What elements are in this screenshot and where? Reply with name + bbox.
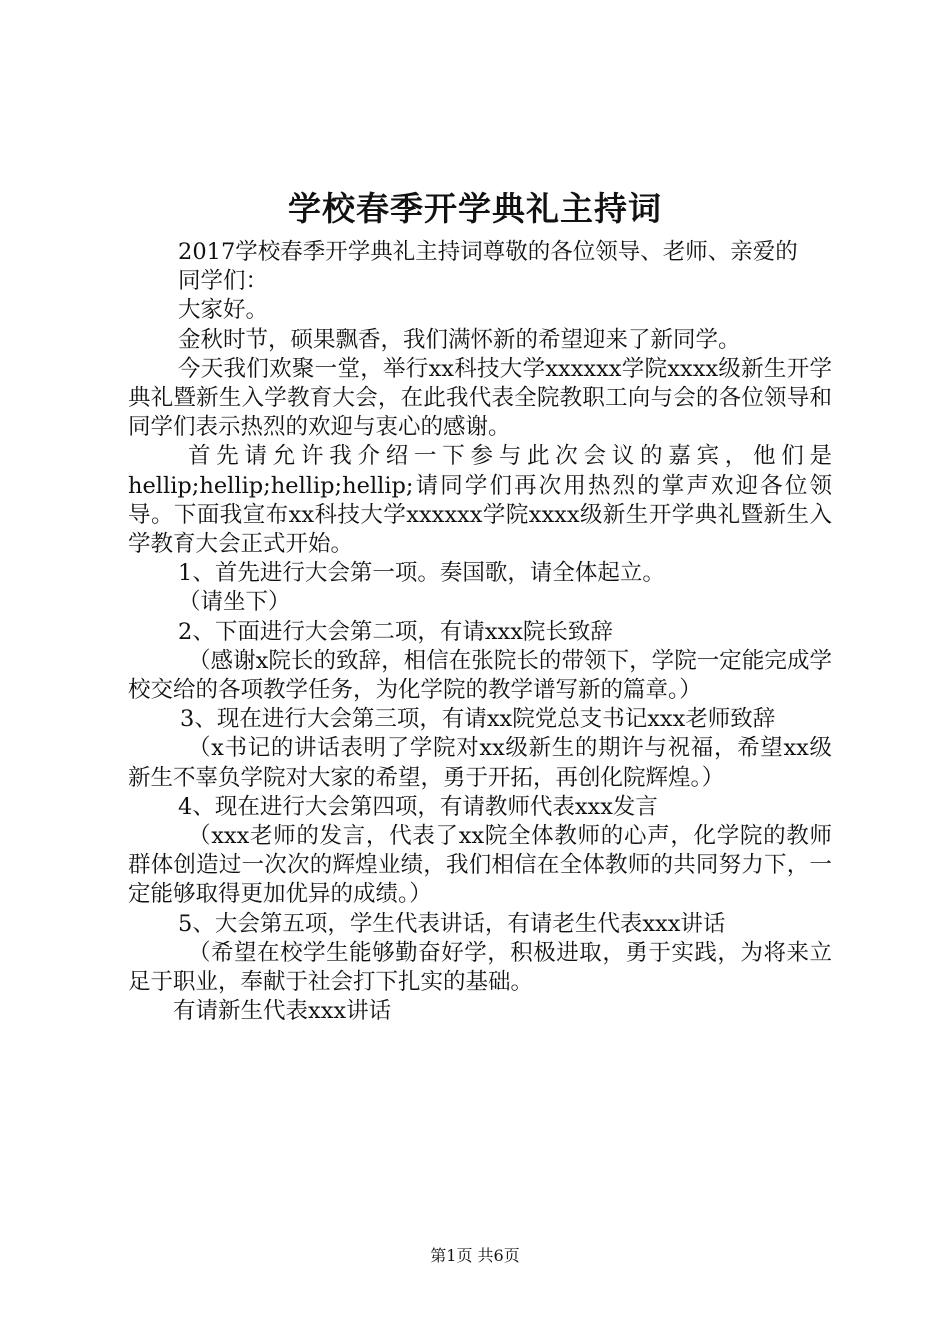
page-footer: 第1页 共6页 [430,1246,520,1265]
paragraph: 金秋时节，硕果飘香，我们满怀新的希望迎来了新同学。 [178,326,741,353]
paragraph: （希望在校学生能够勤奋好学，积极进取，勇于实践，为将来立足于职业，奉献于社会打下扎实的基础。 [128,939,832,996]
paragraph: （xxx老师的发言，代表了xx院全体教师的心声，化学院的教师群体创造过一次次的辉煌业绩，我们相信在全体教师的共同努力下，一定能够取得更加优异的成绩。） [128,823,832,908]
paragraph: 1、首先进行大会第一项。奏国歌，请全体起立。 [178,560,665,587]
paragraph: 有请新生代表xxx讲话 [173,998,392,1025]
paragraph: 今天我们欢聚一堂，举行xx科技大学xxxxxx学院xxxx级新生开学典礼暨新生入学教育大会，在此我代表全院教职工向与会的各位领导和同学们表示热烈的欢迎与衷心的感谢。 [128,355,832,441]
paragraph: 5、大会第五项，学生代表讲话，有请老生代表xxx讲话 [178,910,726,937]
document-title: 学校春季开学典礼主持词 [288,189,662,228]
paragraph: 2、下面进行大会第二项，有请xxx院长致辞 [178,618,613,645]
paragraph: 2017学校春季开学典礼主持词尊敬的各位领导、老师、亲爱的 [178,239,798,265]
paragraph: 大家好。 [178,297,269,324]
paragraph: 4、现在进行大会第四项，有请教师代表xxx发言 [178,793,658,820]
paragraph: 首先请允许我介绍一下参与此次会议的嘉宾，他们是hellip;hellip;hellip;hellip;请同学们再次用热烈的掌声欢迎各位领导。下面我宣布xx科技大学xxxxxx学院xxxx级新生开学典礼暨新生入学教育大会正式开始。 [128,443,832,558]
document-body [128,238,832,1026]
paragraph: （请坐下） [178,589,291,616]
paragraph: 3、现在进行大会第三项，有请xx院党总支书记xxx老师致辞 [180,706,776,733]
paragraph: 同学们： [178,268,269,295]
paragraph: （x书记的讲话表明了学院对xx级新生的期许与祝福，希望xx级新生不辜负学院对大家的希望，勇于开拓，再创化院辉煌。） [128,735,832,791]
paragraph: （感谢x院长的致辞，相信在张院长的带领下，学院一定能完成学校交给的各项教学任务，为化学院的教学谱写新的篇章。） [128,647,832,704]
